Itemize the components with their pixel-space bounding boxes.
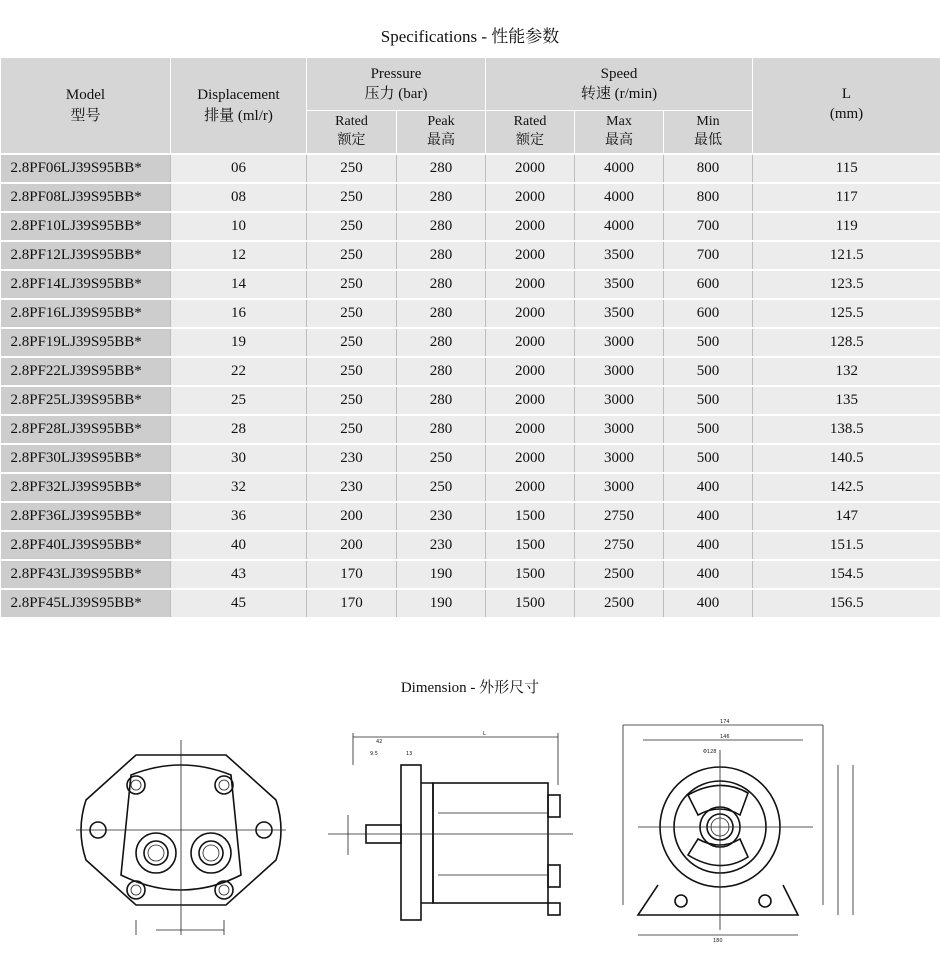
value-cell: 250 bbox=[307, 386, 397, 415]
value-cell: 40 bbox=[171, 531, 307, 560]
table-row bbox=[1, 444, 940, 473]
value-cell: 230 bbox=[397, 502, 486, 531]
side-view-drawing bbox=[308, 725, 583, 940]
value-cell: 250 bbox=[307, 241, 397, 270]
dimension-title: Dimension - 外形尺寸 bbox=[400, 680, 540, 696]
dim-length-label: L bbox=[483, 731, 486, 737]
table-row bbox=[1, 154, 940, 183]
value-cell: 3000 bbox=[575, 357, 664, 386]
value-cell: 3500 bbox=[575, 241, 664, 270]
header-pressure-en: Pressure bbox=[370, 65, 422, 82]
value-cell: 170 bbox=[307, 589, 397, 617]
value-cell: 2000 bbox=[486, 357, 575, 386]
value-cell: 06 bbox=[171, 154, 307, 183]
value-cell: 125.5 bbox=[753, 299, 940, 328]
value-cell: 2000 bbox=[486, 241, 575, 270]
value-cell: 45 bbox=[171, 589, 307, 617]
dim-180-label: 180 bbox=[713, 938, 723, 944]
model-cell: 2.8PF22LJ39S95BB* bbox=[1, 357, 171, 386]
header-speed-rated-en: Rated bbox=[513, 114, 547, 130]
value-cell: 700 bbox=[664, 241, 753, 270]
model-cell: 2.8PF14LJ39S95BB* bbox=[1, 270, 171, 299]
value-cell: 500 bbox=[664, 415, 753, 444]
value-cell: 2000 bbox=[486, 328, 575, 357]
table-row bbox=[1, 473, 940, 502]
table-row bbox=[1, 415, 940, 444]
value-cell: 22 bbox=[171, 357, 307, 386]
value-cell: 280 bbox=[397, 212, 486, 241]
model-cell: 2.8PF28LJ39S95BB* bbox=[1, 415, 171, 444]
value-cell: 250 bbox=[307, 183, 397, 212]
dim-128-label: Φ128 bbox=[703, 749, 717, 755]
value-cell: 4000 bbox=[575, 154, 664, 183]
value-cell: 154.5 bbox=[753, 560, 940, 589]
specifications-table bbox=[0, 58, 940, 617]
header-length bbox=[753, 58, 940, 154]
value-cell: 250 bbox=[397, 444, 486, 473]
rear-view-drawing bbox=[76, 735, 286, 940]
value-cell: 250 bbox=[307, 328, 397, 357]
header-speed-min-en: Min bbox=[696, 114, 720, 130]
model-cell: 2.8PF08LJ39S95BB* bbox=[1, 183, 171, 212]
value-cell: 500 bbox=[664, 444, 753, 473]
dim-146-label: 146 bbox=[720, 734, 730, 740]
header-speed-max-cn: 最高 bbox=[605, 133, 633, 148]
value-cell: 280 bbox=[397, 154, 486, 183]
value-cell: 280 bbox=[397, 357, 486, 386]
header-speed-en: Speed bbox=[600, 65, 638, 82]
value-cell: 190 bbox=[397, 560, 486, 589]
value-cell: 3000 bbox=[575, 444, 664, 473]
header-pressure-rated-cn: 额定 bbox=[337, 133, 366, 148]
value-cell: 230 bbox=[397, 531, 486, 560]
value-cell: 250 bbox=[307, 415, 397, 444]
dim-42-label: 42 bbox=[376, 739, 383, 745]
value-cell: 36 bbox=[171, 502, 307, 531]
value-cell: 08 bbox=[171, 183, 307, 212]
table-row bbox=[1, 241, 940, 270]
model-cell: 2.8PF12LJ39S95BB* bbox=[1, 241, 171, 270]
header-pressure-cn: 压力 (bar) bbox=[364, 86, 428, 102]
value-cell: 119 bbox=[753, 212, 940, 241]
header-speed-min bbox=[664, 111, 753, 155]
value-cell: 132 bbox=[753, 357, 940, 386]
model-cell: 2.8PF06LJ39S95BB* bbox=[1, 154, 171, 183]
value-cell: 10 bbox=[171, 212, 307, 241]
value-cell: 230 bbox=[307, 444, 397, 473]
model-cell: 2.8PF19LJ39S95BB* bbox=[1, 328, 171, 357]
value-cell: 3000 bbox=[575, 386, 664, 415]
value-cell: 280 bbox=[397, 299, 486, 328]
value-cell: 800 bbox=[664, 183, 753, 212]
value-cell: 19 bbox=[171, 328, 307, 357]
value-cell: 2000 bbox=[486, 154, 575, 183]
header-speed bbox=[486, 58, 753, 111]
value-cell: 500 bbox=[664, 386, 753, 415]
table-row bbox=[1, 357, 940, 386]
value-cell: 12 bbox=[171, 241, 307, 270]
value-cell: 2500 bbox=[575, 560, 664, 589]
value-cell: 14 bbox=[171, 270, 307, 299]
value-cell: 500 bbox=[664, 328, 753, 357]
value-cell: 400 bbox=[664, 589, 753, 617]
value-cell: 400 bbox=[664, 531, 753, 560]
value-cell: 400 bbox=[664, 502, 753, 531]
value-cell: 30 bbox=[171, 444, 307, 473]
header-speed-rated bbox=[486, 111, 575, 155]
value-cell: 138.5 bbox=[753, 415, 940, 444]
value-cell: 280 bbox=[397, 183, 486, 212]
header-speed-min-cn: 最低 bbox=[694, 133, 722, 148]
model-cell: 2.8PF16LJ39S95BB* bbox=[1, 299, 171, 328]
value-cell: 250 bbox=[307, 270, 397, 299]
value-cell: 230 bbox=[307, 473, 397, 502]
model-cell: 2.8PF45LJ39S95BB* bbox=[1, 589, 171, 617]
header-speed-cn: 转速 (r/min) bbox=[580, 86, 658, 102]
header-speed-rated-cn: 额定 bbox=[516, 133, 544, 148]
table-row bbox=[1, 212, 940, 241]
header-model-en: Model bbox=[65, 87, 106, 104]
specifications-table-body bbox=[1, 154, 940, 617]
header-speed-max bbox=[575, 111, 664, 155]
value-cell: 3000 bbox=[575, 328, 664, 357]
value-cell: 2750 bbox=[575, 502, 664, 531]
value-cell: 2000 bbox=[486, 212, 575, 241]
value-cell: 25 bbox=[171, 386, 307, 415]
specifications-title: Specifications - 性能参数 bbox=[380, 27, 560, 46]
model-cell: 2.8PF36LJ39S95BB* bbox=[1, 502, 171, 531]
value-cell: 700 bbox=[664, 212, 753, 241]
header-length-en: L bbox=[841, 86, 852, 102]
table-row bbox=[1, 502, 940, 531]
table-row bbox=[1, 560, 940, 589]
value-cell: 250 bbox=[307, 357, 397, 386]
value-cell: 1500 bbox=[486, 589, 575, 617]
value-cell: 4000 bbox=[575, 212, 664, 241]
value-cell: 123.5 bbox=[753, 270, 940, 299]
value-cell: 2000 bbox=[486, 444, 575, 473]
value-cell: 2000 bbox=[486, 183, 575, 212]
value-cell: 200 bbox=[307, 531, 397, 560]
table-row bbox=[1, 270, 940, 299]
value-cell: 2000 bbox=[486, 299, 575, 328]
model-cell: 2.8PF30LJ39S95BB* bbox=[1, 444, 171, 473]
header-pressure-rated bbox=[307, 111, 397, 155]
value-cell: 250 bbox=[307, 154, 397, 183]
value-cell: 2000 bbox=[486, 386, 575, 415]
dimension-drawings bbox=[0, 705, 940, 965]
header-displacement-en: Displacement bbox=[197, 87, 280, 104]
header-pressure-peak bbox=[397, 111, 486, 155]
value-cell: 3000 bbox=[575, 473, 664, 502]
header-model-cn: 型号 bbox=[70, 107, 101, 124]
value-cell: 2750 bbox=[575, 531, 664, 560]
header-model bbox=[1, 58, 171, 154]
value-cell: 115 bbox=[753, 154, 940, 183]
dim-9-label: 9.5 bbox=[370, 751, 378, 757]
value-cell: 600 bbox=[664, 299, 753, 328]
header-pressure-peak-cn: 最高 bbox=[427, 133, 455, 148]
table-row bbox=[1, 299, 940, 328]
value-cell: 400 bbox=[664, 473, 753, 502]
value-cell: 4000 bbox=[575, 183, 664, 212]
model-cell: 2.8PF25LJ39S95BB* bbox=[1, 386, 171, 415]
value-cell: 500 bbox=[664, 357, 753, 386]
value-cell: 1500 bbox=[486, 531, 575, 560]
value-cell: 3500 bbox=[575, 299, 664, 328]
value-cell: 250 bbox=[307, 212, 397, 241]
header-displacement bbox=[171, 58, 307, 154]
table-row bbox=[1, 328, 940, 357]
value-cell: 128.5 bbox=[753, 328, 940, 357]
value-cell: 190 bbox=[397, 589, 486, 617]
dim-13-label: 13 bbox=[406, 751, 413, 757]
value-cell: 151.5 bbox=[753, 531, 940, 560]
value-cell: 32 bbox=[171, 473, 307, 502]
header-length-unit: (mm) bbox=[829, 106, 864, 123]
value-cell: 121.5 bbox=[753, 241, 940, 270]
value-cell: 280 bbox=[397, 415, 486, 444]
table-row bbox=[1, 183, 940, 212]
header-displacement-cn: 排量 (ml/r) bbox=[204, 107, 273, 124]
value-cell: 280 bbox=[397, 241, 486, 270]
value-cell: 280 bbox=[397, 328, 486, 357]
table-row bbox=[1, 531, 940, 560]
model-cell: 2.8PF32LJ39S95BB* bbox=[1, 473, 171, 502]
value-cell: 280 bbox=[397, 386, 486, 415]
value-cell: 170 bbox=[307, 560, 397, 589]
value-cell: 117 bbox=[753, 183, 940, 212]
value-cell: 2000 bbox=[486, 473, 575, 502]
model-cell: 2.8PF40LJ39S95BB* bbox=[1, 531, 171, 560]
header-speed-max-en: Max bbox=[606, 114, 632, 130]
table-row bbox=[1, 386, 940, 415]
value-cell: 156.5 bbox=[753, 589, 940, 617]
value-cell: 16 bbox=[171, 299, 307, 328]
value-cell: 250 bbox=[307, 299, 397, 328]
value-cell: 2000 bbox=[486, 270, 575, 299]
value-cell: 2500 bbox=[575, 589, 664, 617]
value-cell: 400 bbox=[664, 560, 753, 589]
value-cell: 142.5 bbox=[753, 473, 940, 502]
value-cell: 200 bbox=[307, 502, 397, 531]
value-cell: 140.5 bbox=[753, 444, 940, 473]
value-cell: 2000 bbox=[486, 415, 575, 444]
front-view-drawing bbox=[598, 715, 863, 945]
header-pressure bbox=[307, 58, 486, 111]
model-cell: 2.8PF10LJ39S95BB* bbox=[1, 212, 171, 241]
value-cell: 280 bbox=[397, 270, 486, 299]
value-cell: 43 bbox=[171, 560, 307, 589]
value-cell: 3500 bbox=[575, 270, 664, 299]
dim-174-label: 174 bbox=[720, 719, 730, 725]
value-cell: 28 bbox=[171, 415, 307, 444]
header-pressure-peak-en: Peak bbox=[427, 114, 455, 130]
value-cell: 800 bbox=[664, 154, 753, 183]
value-cell: 3000 bbox=[575, 415, 664, 444]
table-row bbox=[1, 589, 940, 617]
value-cell: 135 bbox=[753, 386, 940, 415]
value-cell: 600 bbox=[664, 270, 753, 299]
value-cell: 147 bbox=[753, 502, 940, 531]
value-cell: 1500 bbox=[486, 560, 575, 589]
value-cell: 1500 bbox=[486, 502, 575, 531]
header-pressure-rated-en: Rated bbox=[335, 114, 368, 130]
model-cell: 2.8PF43LJ39S95BB* bbox=[1, 560, 171, 589]
value-cell: 250 bbox=[397, 473, 486, 502]
